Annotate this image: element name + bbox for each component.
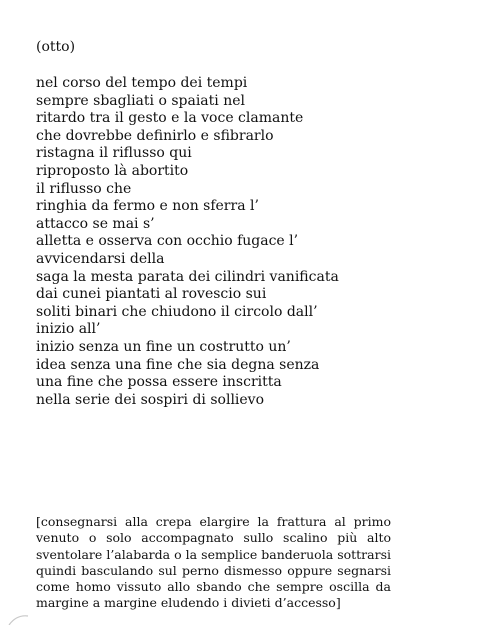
- poem-heading: (otto): [36, 39, 76, 55]
- poem-line: ritardo tra il gesto e la voce clamante: [36, 110, 304, 127]
- poem-line: inizio all’: [36, 321, 101, 338]
- poem-line: alletta e osserva con occhio fugace l’: [36, 233, 299, 250]
- poem-line: nella serie dei sospiri di sollievo: [36, 391, 265, 408]
- poem-line: idea senza una fine che sia degna senza: [36, 356, 320, 373]
- poem-line: che dovrebbe definirlo e sfibrarlo: [36, 127, 274, 144]
- poem-line: nel corso del tempo dei tempi: [36, 75, 248, 91]
- poem-line: inizio senza un fine un costrutto un’: [36, 338, 291, 355]
- corner-curl-mark: [6, 612, 32, 625]
- poem-line: una fine che possa essere inscritta: [36, 374, 282, 391]
- poem-line: avvicendarsi della: [36, 250, 165, 267]
- poem-line: riproposto là abortito: [36, 162, 189, 179]
- poem-line: dai cunei piantati al rovescio sui: [36, 286, 267, 303]
- poem-body: [36, 75, 339, 409]
- poem-line: sempre sbagliati o spaiati nel: [36, 92, 245, 109]
- poem-line: ristagna il riflusso qui: [36, 145, 192, 162]
- bracketed-note: [consegnarsi alla crepa elargire la frattura al primo venuto o solo accompagnato sullo scalino più alto sventolare l’alabarda o la semplice banderuola sottrarsi quindi basculando sul perno dismesso oppure segnarsi come homo vissuto allo sbando che sempre oscilla da margine a margine eludendo i divieti d’accesso]: [36, 514, 391, 611]
- poem-line: attacco se mai s’: [36, 215, 155, 232]
- poem-line: saga la mesta parata dei cilindri vanificata: [36, 268, 339, 285]
- poem-line: ringhia da fermo e non sferra l’: [36, 198, 259, 215]
- poem-line: soliti binari che chiudono il circolo dall’: [36, 303, 318, 320]
- poem-line: il riflusso che: [36, 180, 132, 197]
